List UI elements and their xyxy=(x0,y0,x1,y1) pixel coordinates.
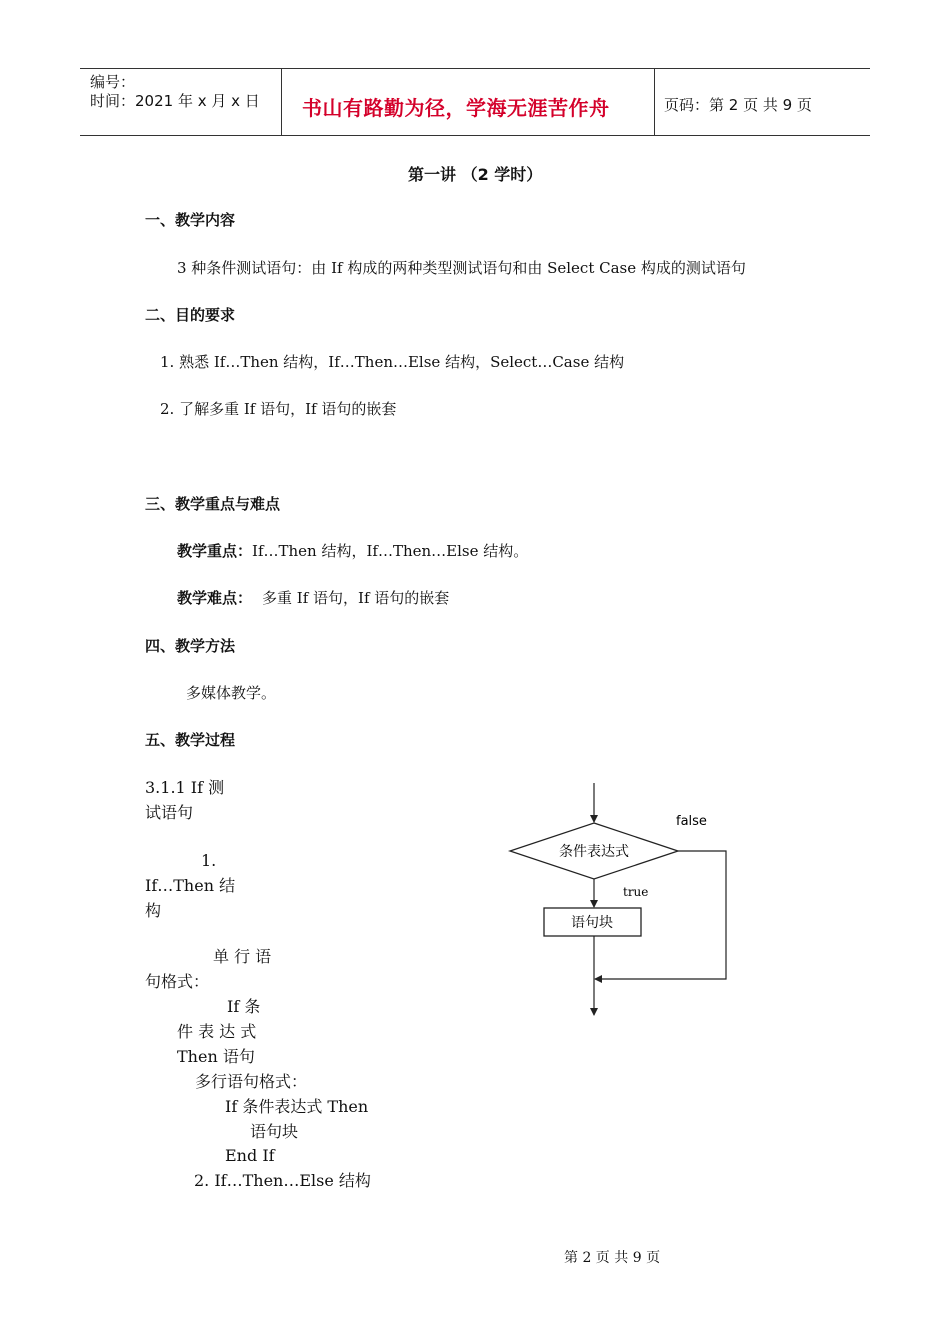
item-1-title-line-2: 构 xyxy=(145,901,162,920)
false-label: false xyxy=(676,814,707,829)
key-points-line xyxy=(177,540,528,561)
difficult-points-line xyxy=(177,587,449,608)
section-3-heading: 三、教学重点与难点 xyxy=(145,495,281,513)
difficult-points-text: 多重 If 语句，If 语句的嵌套 xyxy=(262,589,450,607)
subsection-heading-line-2: 试语句 xyxy=(145,803,194,822)
single-line-format-line-1: 单 行 语 xyxy=(213,947,272,966)
item-2-title: 2. If…Then…Else 结构 xyxy=(194,1171,371,1190)
header-number-label: 编号： xyxy=(90,73,136,91)
header-divider-left xyxy=(281,68,282,136)
single-code-line-1: If 条 xyxy=(227,997,261,1016)
statement-block-label: 语句块 xyxy=(571,915,613,931)
header-time-label: 时间：2021 年 x 月 x 日 xyxy=(90,92,260,110)
section-1-heading: 一、教学内容 xyxy=(145,211,236,229)
difficult-points-label: 教学难点： xyxy=(177,589,253,607)
single-line-format-line-2: 句格式： xyxy=(145,972,210,991)
header-bottom-rule xyxy=(80,135,870,136)
key-points-text: If…Then 结构，If…Then…Else 结构。 xyxy=(252,542,529,560)
section-1-text: 3 种条件测试语句：由 If 构成的两种类型测试语句和由 Select Case 构成的测试语句 xyxy=(177,259,746,277)
single-code-line-2: 件 表 达 式 xyxy=(177,1022,257,1041)
true-label: true xyxy=(623,885,649,899)
item-1-number: 1. xyxy=(201,851,217,870)
multi-code-line-1: If 条件表达式 Then xyxy=(225,1097,369,1116)
single-code-line-3: Then 语句 xyxy=(177,1047,255,1066)
item-1-title-line-1: If…Then 结 xyxy=(145,876,236,895)
header-motto: 书山有路勤为径，学海无涯苦作舟 xyxy=(302,96,610,120)
multi-line-format-label: 多行语句格式： xyxy=(195,1072,308,1091)
header-divider-right xyxy=(654,68,655,136)
section-4-text: 多媒体教学。 xyxy=(186,684,277,702)
subsection-heading-line-1: 3.1.1 If 测 xyxy=(145,778,225,797)
key-points-label: 教学重点： xyxy=(177,542,253,560)
condition-label: 条件表达式 xyxy=(559,844,629,860)
lecture-title: 第一讲 （2 学时） xyxy=(408,165,543,184)
if-then-flowchart xyxy=(500,775,740,1025)
section-2-item-1: 1. 熟悉 If…Then 结构，If…Then…Else 结构，Select…Case 结构 xyxy=(160,353,625,371)
header-page-label: 页码：第 2 页 共 9 页 xyxy=(664,96,812,114)
multi-code-line-3: End If xyxy=(225,1146,275,1165)
footer-page-number: 第 2 页 共 9 页 xyxy=(564,1250,661,1266)
header-top-rule xyxy=(80,68,870,69)
section-2-heading: 二、目的要求 xyxy=(145,306,236,324)
multi-code-line-2: 语句块 xyxy=(250,1122,299,1141)
section-2-item-2: 2. 了解多重 If 语句，If 语句的嵌套 xyxy=(160,400,397,418)
section-4-heading: 四、教学方法 xyxy=(145,637,236,655)
section-5-heading: 五、教学过程 xyxy=(145,731,236,749)
